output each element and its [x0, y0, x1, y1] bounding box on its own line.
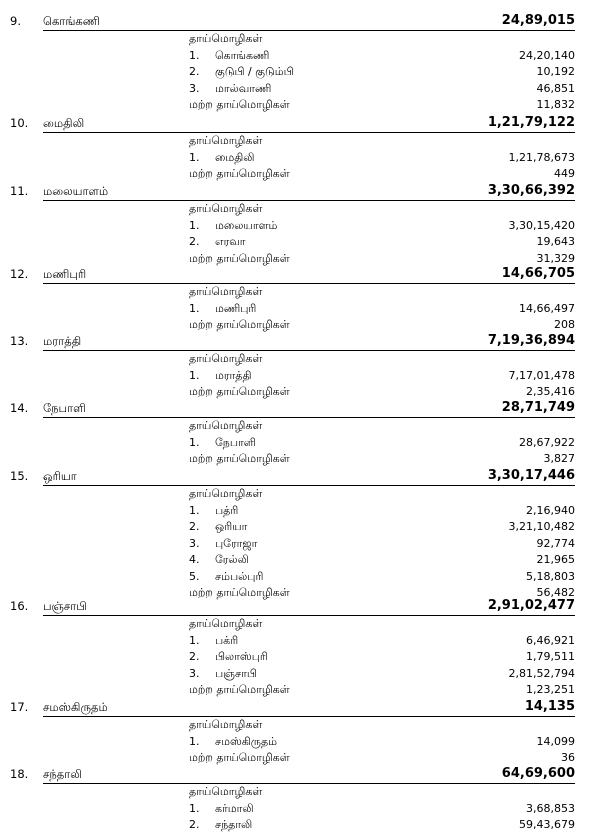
- item-index: 2.: [189, 65, 200, 78]
- item-index: 1.: [189, 633, 200, 647]
- language-total: 14,66,705: [501, 266, 575, 281]
- item-index: 3.: [189, 81, 200, 95]
- item-index: 1.: [189, 48, 200, 62]
- other-mother-tongues-row: [0, 750, 600, 766]
- item-name: கொங்கணி: [215, 48, 270, 62]
- mother-tongues-heading: தாய்மொழிகள்: [189, 487, 263, 500]
- item-value: 5,18,803: [526, 569, 575, 583]
- language-name: மைதிலி: [43, 116, 85, 130]
- mother-tongue-item: [0, 435, 600, 451]
- item-name: மணிபுரி: [215, 301, 257, 315]
- mother-tongues-heading: தாய்மொழிகள்: [189, 285, 263, 298]
- item-index: 3.: [189, 666, 200, 680]
- mother-tongues-heading-row: [0, 133, 600, 149]
- mother-tongues-heading: தாய்மொழிகள்: [189, 202, 263, 215]
- mother-tongue-item: [0, 633, 600, 649]
- language-row: [0, 468, 600, 484]
- item-index: 4.: [189, 553, 200, 566]
- item-index: 2.: [189, 520, 200, 533]
- language-total: 28,71,749: [501, 400, 575, 415]
- mother-tongues-heading-row: [0, 486, 600, 502]
- mother-tongues-heading-row: [0, 201, 600, 217]
- mother-tongues-heading-row: [0, 717, 600, 733]
- item-value: 1,79,511: [526, 650, 575, 663]
- language-name: சந்தாலி: [43, 767, 82, 781]
- mother-tongue-item: [0, 150, 600, 166]
- mother-tongue-item: [0, 552, 600, 568]
- language-name: பஞ்சாபி: [43, 599, 87, 613]
- mother-tongues-heading: தாய்மொழிகள்: [189, 419, 263, 432]
- language-row: [0, 115, 600, 131]
- other-mother-tongues-label: மற்ற தாய்மொழிகள்: [189, 251, 290, 265]
- item-name: சம்பல்புரி: [215, 569, 264, 583]
- item-index: 1.: [189, 435, 200, 449]
- other-mother-tongues-value: 11,832: [536, 98, 575, 111]
- item-index: 2.: [189, 235, 200, 248]
- language-row: [0, 598, 600, 614]
- item-value: 92,774: [536, 536, 575, 550]
- mother-tongues-heading: தாய்மொழிகள்: [189, 352, 263, 365]
- item-value: 10,192: [536, 65, 575, 78]
- item-value: 59,43,679: [519, 818, 575, 831]
- item-name: ரேல்லி: [215, 553, 249, 566]
- item-index: 1.: [189, 801, 200, 815]
- item-index: 1.: [189, 503, 200, 517]
- mother-tongues-heading: தாய்மொழிகள்: [189, 785, 263, 798]
- mother-tongue-item: [0, 649, 600, 665]
- mother-tongues-heading: தாய்மொழிகள்: [189, 617, 263, 630]
- other-mother-tongues-row: [0, 166, 600, 182]
- mother-tongues-heading: தாய்மொழிகள்: [189, 32, 263, 45]
- mother-tongue-item: [0, 817, 600, 833]
- item-name: சமஸ்கிருதம்: [215, 734, 277, 748]
- other-mother-tongues-value: 31,329: [536, 251, 575, 265]
- item-name: நேபாளி: [215, 435, 256, 449]
- language-total: 2,91,02,477: [487, 598, 575, 613]
- language-number: 9.: [10, 14, 21, 28]
- language-number: 14.: [10, 401, 29, 415]
- mother-tongue-item: [0, 666, 600, 682]
- language-row: [0, 400, 600, 416]
- item-name: ஒரியா: [215, 520, 248, 533]
- other-mother-tongues-value: 1,23,251: [526, 683, 575, 696]
- item-name: சந்தாலி: [215, 818, 253, 831]
- other-mother-tongues-value: 36: [561, 751, 575, 764]
- other-mother-tongues-label: மற்ற தாய்மொழிகள்: [189, 318, 290, 331]
- item-name: மலையாளம்: [215, 218, 278, 232]
- language-row: [0, 266, 600, 282]
- language-number: 15.: [10, 469, 29, 483]
- item-value: 3,68,853: [526, 801, 575, 815]
- other-mother-tongues-value: 2,35,416: [526, 385, 575, 398]
- item-value: 3,30,15,420: [508, 218, 575, 232]
- language-name: மணிபுரி: [43, 267, 87, 281]
- mother-tongues-heading: தாய்மொழிகள்: [189, 134, 263, 147]
- other-mother-tongues-row: [0, 384, 600, 400]
- language-number: 16.: [10, 599, 29, 613]
- language-name: கொங்கணி: [43, 14, 100, 28]
- language-row: [0, 333, 600, 349]
- mother-tongues-heading-row: [0, 784, 600, 800]
- item-name: மராத்தி: [215, 368, 252, 382]
- item-value: 19,643: [536, 235, 575, 248]
- language-total: 24,89,015: [501, 13, 575, 28]
- item-index: 1.: [189, 368, 200, 382]
- language-number: 10.: [10, 116, 29, 130]
- item-index: 3.: [189, 536, 200, 550]
- item-index: 1.: [189, 150, 200, 164]
- item-value: 2,81,52,794: [508, 666, 575, 680]
- language-name: சமஸ்கிருதம்: [43, 700, 108, 714]
- other-mother-tongues-value: 56,482: [536, 586, 575, 599]
- mother-tongue-item: [0, 64, 600, 80]
- language-number: 18.: [10, 767, 29, 781]
- item-value: 24,20,140: [519, 48, 575, 62]
- other-mother-tongues-row: [0, 682, 600, 698]
- mother-tongue-item: [0, 218, 600, 234]
- other-mother-tongues-row: [0, 451, 600, 467]
- language-number: 11.: [10, 184, 29, 198]
- other-mother-tongues-row: [0, 251, 600, 267]
- item-value: 46,851: [536, 81, 575, 95]
- mother-tongues-heading-row: [0, 616, 600, 632]
- item-index: 1.: [189, 734, 200, 748]
- mother-tongue-item: [0, 569, 600, 585]
- language-number: 13.: [10, 334, 29, 348]
- item-value: 14,66,497: [519, 301, 575, 315]
- item-name: பத்ரி: [215, 503, 239, 517]
- language-row: [0, 699, 600, 715]
- item-value: 2,16,940: [526, 503, 575, 517]
- other-mother-tongues-value: 208: [554, 318, 575, 331]
- language-total: 7,19,36,894: [487, 333, 575, 348]
- other-mother-tongues-value: 449: [554, 167, 575, 180]
- language-row: [0, 766, 600, 782]
- item-index: 2.: [189, 818, 200, 831]
- other-mother-tongues-label: மற்ற தாய்மொழிகள்: [189, 167, 290, 180]
- item-index: 1.: [189, 301, 200, 315]
- item-value: 21,965: [536, 553, 575, 566]
- mother-tongue-item: [0, 734, 600, 750]
- item-name: பக்ரி: [215, 633, 239, 647]
- mother-tongue-item: [0, 519, 600, 535]
- language-total: 14,135: [524, 699, 575, 714]
- other-mother-tongues-row: [0, 97, 600, 113]
- other-mother-tongues-label: மற்ற தாய்மொழிகள்: [189, 683, 290, 696]
- mother-tongue-item: [0, 301, 600, 317]
- other-mother-tongues-label: மற்ற தாய்மொழிகள்: [189, 98, 290, 111]
- item-name: பிலாஸ்புரி: [215, 650, 268, 663]
- language-total: 3,30,66,392: [487, 183, 575, 198]
- item-name: எரவா: [215, 235, 246, 248]
- item-value: 3,21,10,482: [508, 520, 575, 533]
- mother-tongues-heading: தாய்மொழிகள்: [189, 718, 263, 731]
- item-name: மைதிலி: [215, 150, 255, 164]
- mother-tongues-heading-row: [0, 418, 600, 434]
- language-name: மலையாளம்: [43, 184, 109, 198]
- mother-tongue-item: [0, 503, 600, 519]
- item-name: கர்மாலி: [215, 801, 254, 815]
- language-name: ஒரியா: [43, 469, 77, 483]
- item-name: குடுபி / குடும்பி: [215, 65, 294, 78]
- item-name: பஞ்சாபி: [215, 666, 257, 680]
- language-row: [0, 13, 600, 29]
- language-name: மராத்தி: [43, 334, 82, 348]
- language-number: 12.: [10, 267, 29, 281]
- language-total: 64,69,600: [501, 766, 575, 781]
- mother-tongue-item: [0, 368, 600, 384]
- item-index: 1.: [189, 218, 200, 232]
- other-mother-tongues-label: மற்ற தாய்மொழிகள்: [189, 586, 290, 599]
- mother-tongues-heading-row: [0, 351, 600, 367]
- mother-tongues-heading-row: [0, 284, 600, 300]
- item-index: 5.: [189, 569, 200, 583]
- language-total: 1,21,79,122: [487, 115, 575, 130]
- mother-tongue-item: [0, 536, 600, 552]
- language-row: [0, 183, 600, 199]
- mother-tongue-item: [0, 48, 600, 64]
- other-mother-tongues-row: [0, 317, 600, 333]
- item-value: 1,21,78,673: [508, 150, 575, 164]
- mother-tongue-item: [0, 801, 600, 817]
- mother-tongue-item: [0, 81, 600, 97]
- item-value: 7,17,01,478: [508, 368, 575, 382]
- language-number: 17.: [10, 700, 29, 714]
- language-total: 3,30,17,446: [487, 468, 575, 483]
- item-value: 6,46,921: [526, 633, 575, 647]
- other-mother-tongues-label: மற்ற தாய்மொழிகள்: [189, 751, 290, 764]
- item-value: 28,67,922: [519, 435, 575, 449]
- language-name: நேபாளி: [43, 401, 86, 415]
- item-index: 2.: [189, 650, 200, 663]
- item-name: மால்வாணி: [215, 81, 272, 95]
- item-name: புரோஜா: [215, 536, 258, 550]
- item-value: 14,099: [536, 734, 575, 748]
- other-mother-tongues-value: 3,827: [543, 452, 575, 465]
- mother-tongue-item: [0, 234, 600, 250]
- other-mother-tongues-label: மற்ற தாய்மொழிகள்: [189, 452, 290, 465]
- other-mother-tongues-label: மற்ற தாய்மொழிகள்: [189, 385, 290, 398]
- mother-tongues-heading-row: [0, 31, 600, 47]
